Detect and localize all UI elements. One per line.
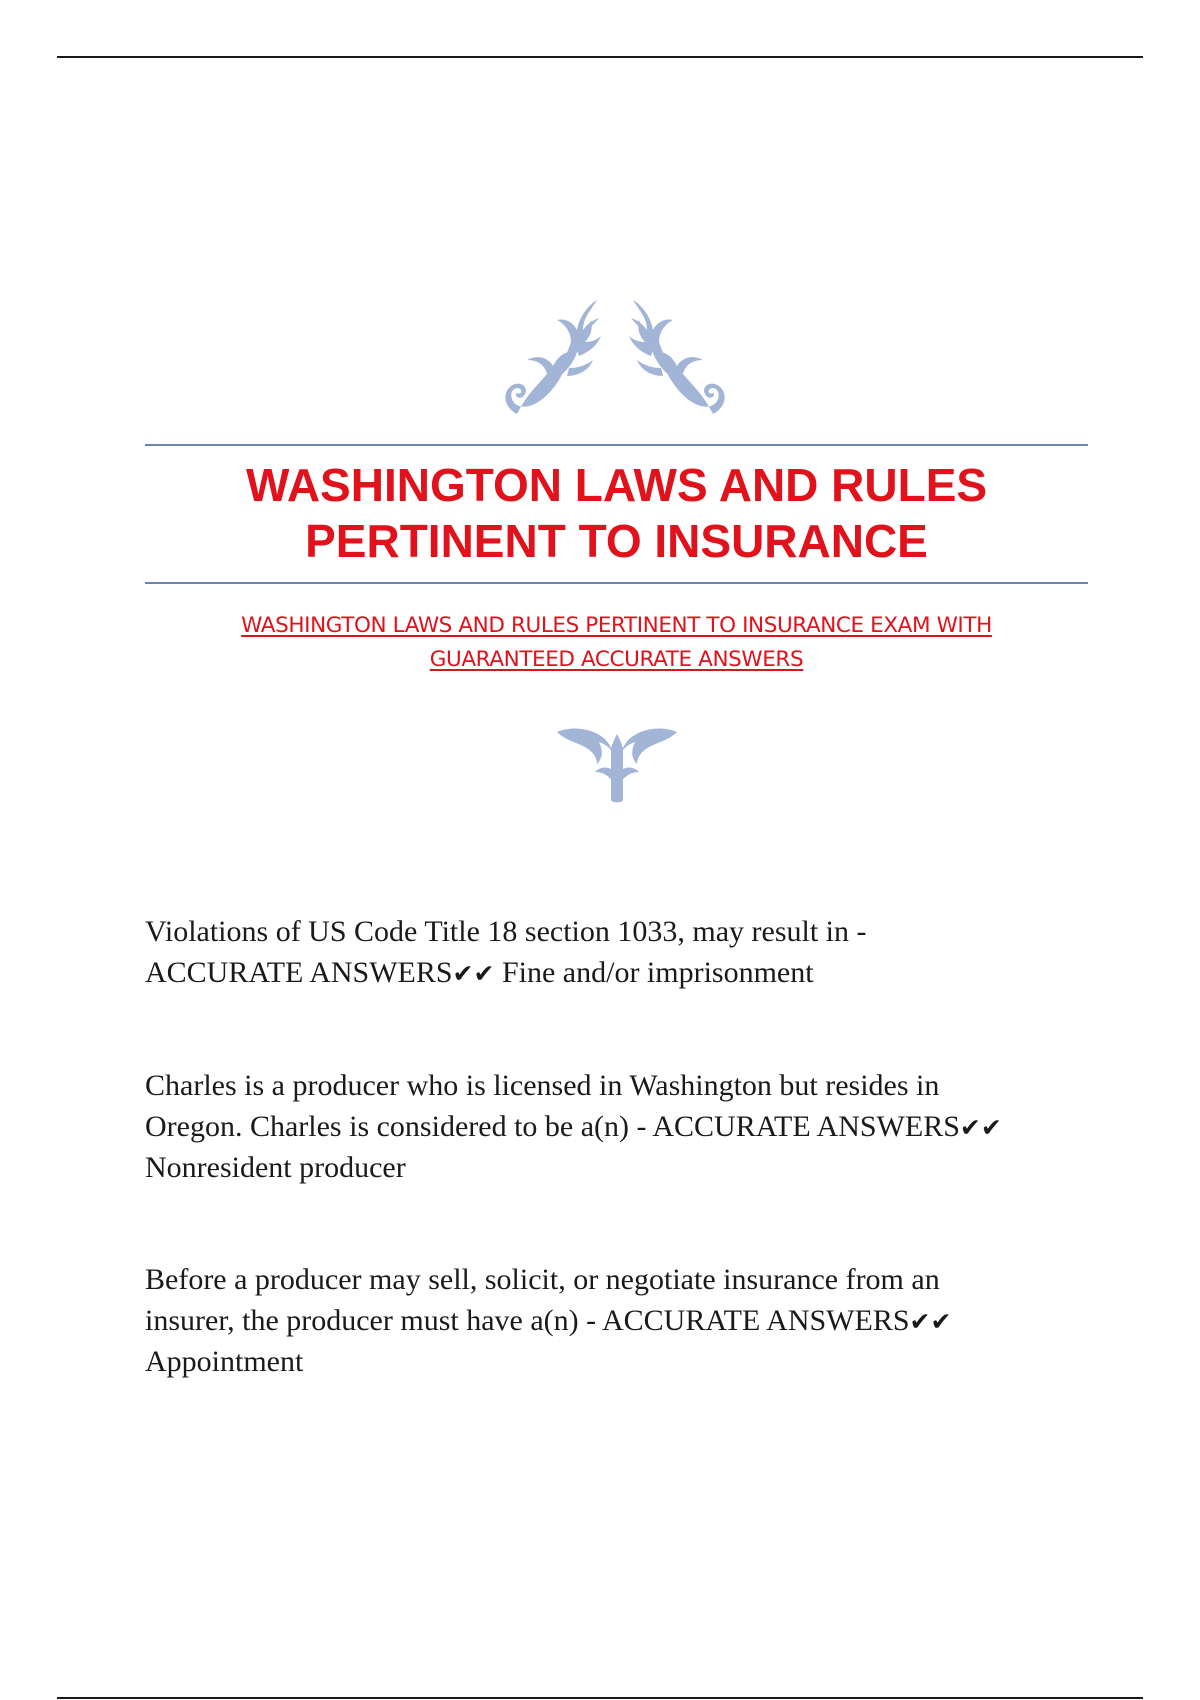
subtitle-line-1: WASHINGTON LAWS AND RULES PERTINENT TO INSURANCE EXAM WITH <box>241 613 992 638</box>
question-1-answer: Fine and/or imprisonment <box>494 955 814 989</box>
check-icon: ✔✔ <box>909 1306 952 1336</box>
question-3-text-line-2: insurer, the producer must have a(n) - ACCURATE ANSWERS <box>145 1303 910 1337</box>
page-top-rule <box>57 56 1143 58</box>
question-2-text-line-1: Charles is a producer who is licensed in Washington but resides in <box>145 1069 940 1102</box>
title-bottom-rule <box>145 582 1088 584</box>
document-title <box>145 457 1088 569</box>
page-bottom-rule <box>57 1697 1143 1699</box>
question-3-text-line-1: Before a producer may sell, solicit, or negotiate insurance from an <box>145 1263 940 1296</box>
check-icon: ✔✔ <box>452 958 495 988</box>
flourish-icon <box>497 296 733 424</box>
document-subtitle <box>145 609 1088 677</box>
question-1-text: Violations of US Code Title 18 section 1033, may result in - <box>145 915 867 948</box>
title-line-2: PERTINENT TO INSURANCE <box>305 515 928 567</box>
question-3-answer: Appointment <box>145 1345 304 1378</box>
title-top-rule <box>145 444 1088 446</box>
question-2-answer: Nonresident producer <box>145 1151 406 1184</box>
fleuron-icon <box>555 722 679 804</box>
subtitle-line-2: GUARANTEED ACCURATE ANSWERS <box>429 647 804 672</box>
question-1-answer-label: ACCURATE ANSWERS <box>145 955 453 989</box>
check-icon: ✔✔ <box>959 1112 1002 1142</box>
question-1 <box>145 912 1095 994</box>
question-2 <box>145 1066 1095 1189</box>
question-2-text-line-2: Oregon. Charles is considered to be a(n) - ACCURATE ANSWERS <box>145 1109 960 1143</box>
title-line-1: WASHINGTON LAWS AND RULES <box>245 459 988 511</box>
question-3 <box>145 1260 1095 1383</box>
